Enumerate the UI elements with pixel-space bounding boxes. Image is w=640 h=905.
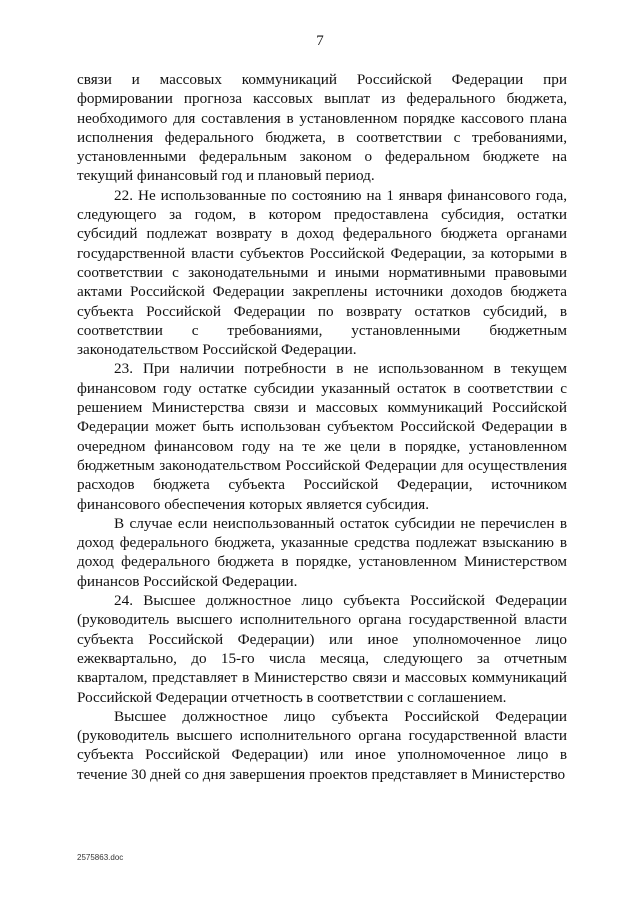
file-name-footer: 2575863.doc — [77, 853, 124, 862]
paragraph-continuation: связи и массовых коммуникаций Российской Федерации при формировании прогноза кассовых выплат из федерального бюджета, необходимого для составления в установленном порядке кассового плана исполнения федерального бюджета, в соответствии с требованиями, установленными федеральным законом о федеральном бюджете на текущий финансовый год и плановый период. — [77, 71, 567, 185]
document-body — [77, 70, 567, 784]
paragraph-23: 23. При наличии потребности в не использованном в текущем финансовом году остатке субсидии указанный остаток в соответствии с решением Министерства связи и массовых коммуникаций Российской Федерации может быть использован субъектом Российской Федерации в очередном финансовом году на те же цели в порядке, установленном бюджетным законодательством Российской Федерации для осуществления расходов бюджета субъекта Российской Федерации, источником финансового обеспечения которых является субсидия. — [77, 360, 567, 513]
paragraph-24-second: Высшее должностное лицо субъекта Российской Федерации (руководитель высшего исполнительного органа государственной власти субъекта Российской Федерации) или иное уполномоченное лицо в течение 30 дней со дня завершения проектов представляет в Министерство — [77, 707, 567, 783]
paragraph-22: 22. Не использованные по состоянию на 1 января финансового года, следующего за годом, в котором предоставлена субсидия, остатки субсидий подлежат возврату в доход федерального бюджета органами государственной власти субъектов Российской Федерации, за которыми в соответствии с законодательными и иными нормативными правовыми актами Российской Федерации закреплены источники доходов бюджета субъекта Российской Федерации по возврату остатков субсидий, в соответствии с требованиями, установленными бюджетным законодательством Российской Федерации. — [77, 186, 567, 359]
paragraph-23-remainder: В случае если неиспользованный остаток субсидии не перечислен в доход федерального бюджета, указанные средства подлежат взысканию в доход федерального бюджета в порядке, установленном Министерством финансов Российской Федерации. — [77, 514, 567, 590]
paragraph-24: 24. Высшее должностное лицо субъекта Российской Федерации (руководитель высшего исполнительного органа государственной власти субъекта Российской Федерации) или иное уполномоченное лицо ежеквартально, до 15-го числа месяца, следующего за отчетным кварталом, представляет в Министерство связи и массовых коммуникаций Российской Федерации отчетность в соответствии с соглашением. — [77, 592, 567, 706]
page-number: 7 — [316, 33, 324, 49]
